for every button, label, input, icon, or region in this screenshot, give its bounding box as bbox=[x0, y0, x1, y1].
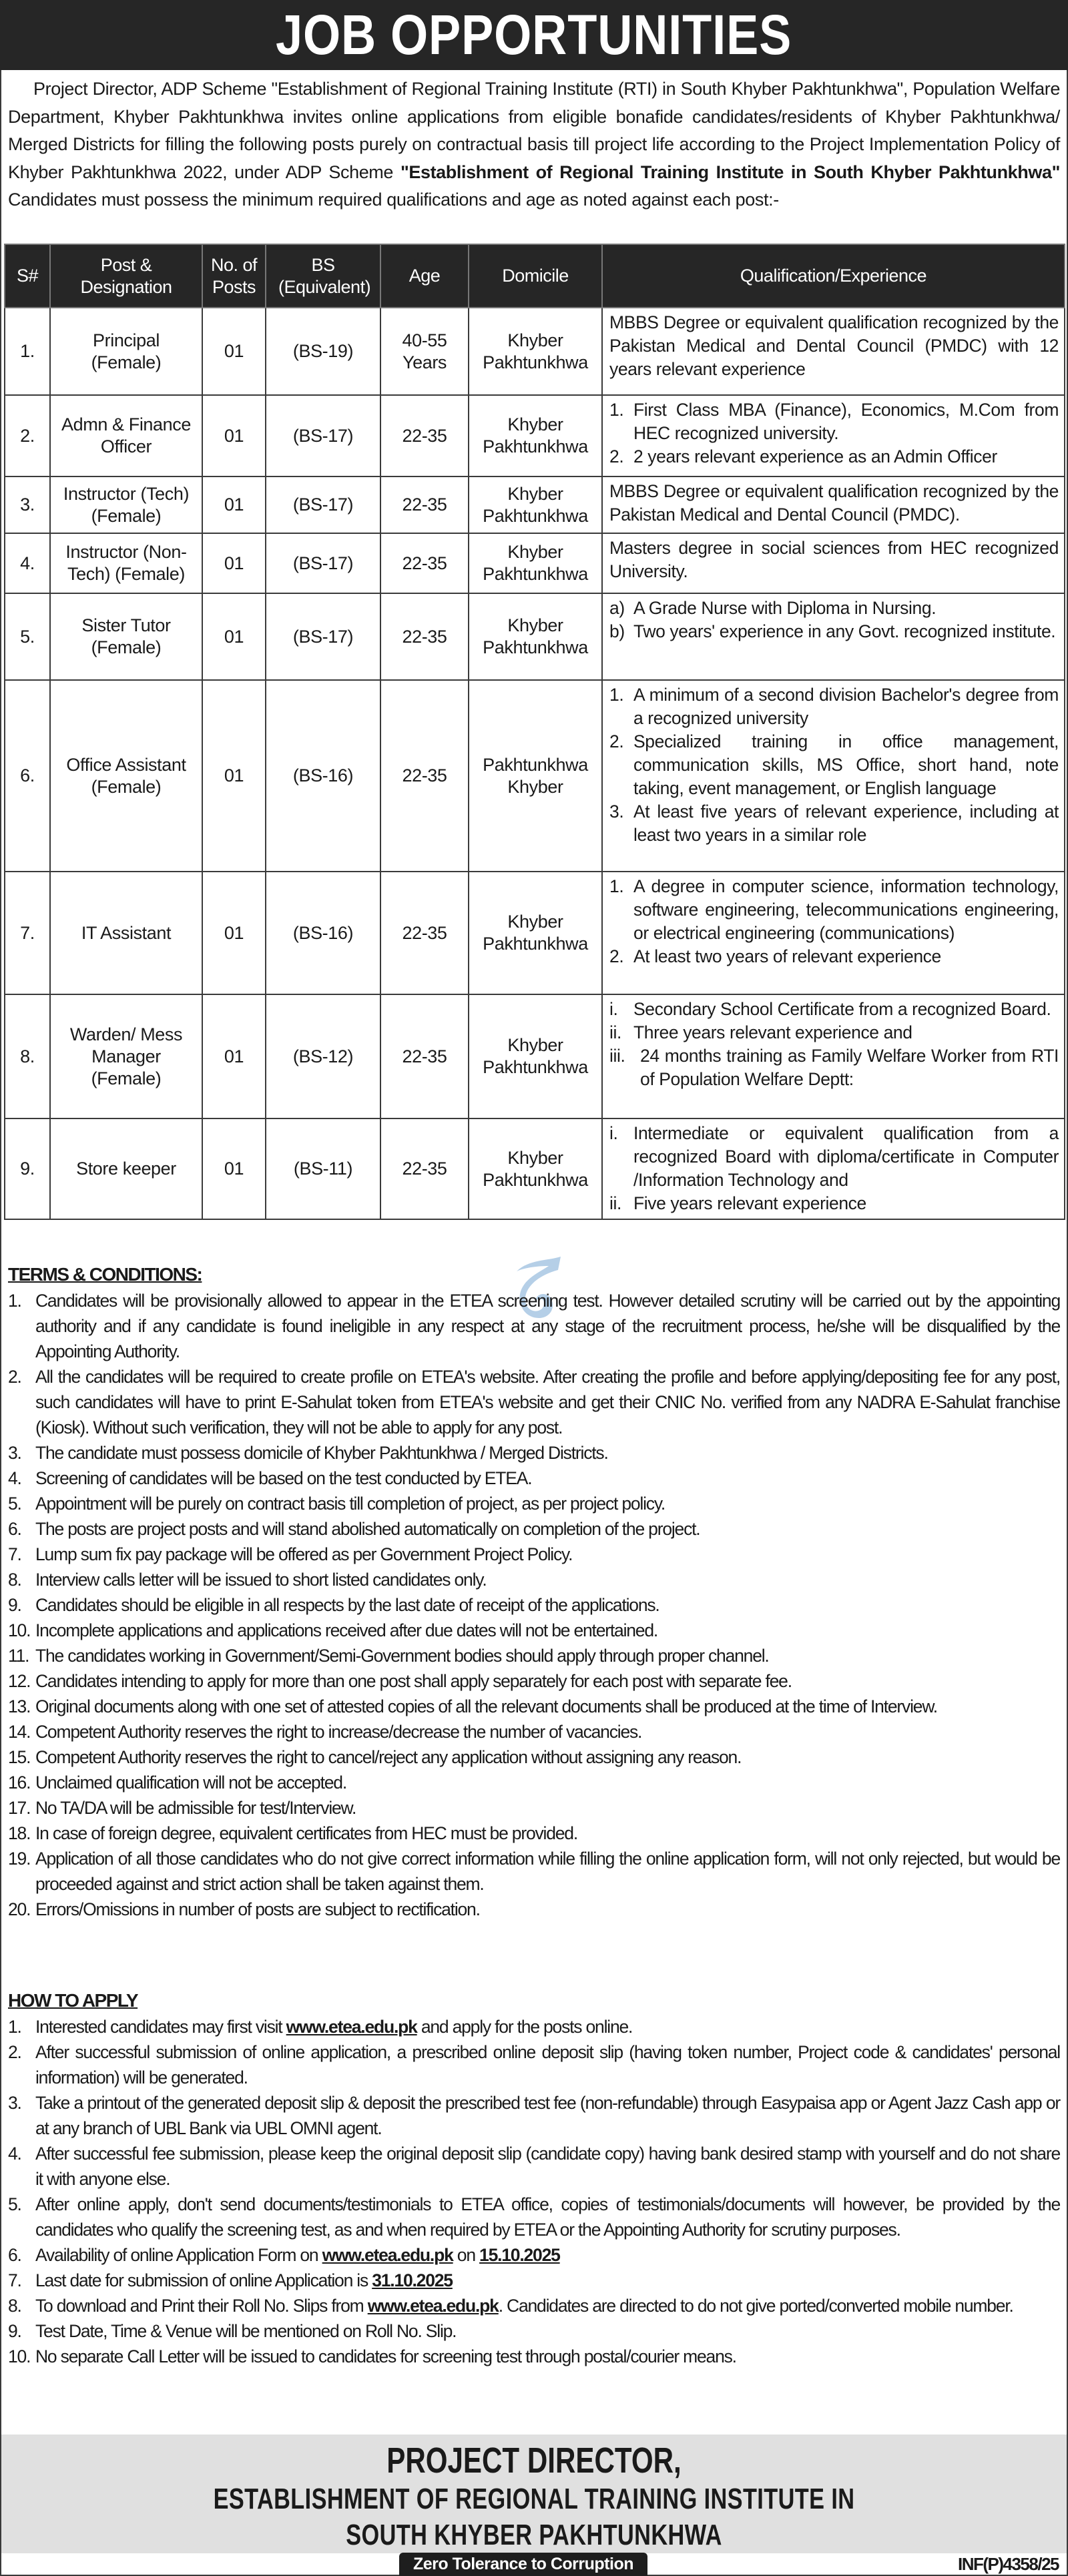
qualification-item-text: At least two years of relevant experience bbox=[633, 946, 941, 966]
term-item bbox=[8, 1795, 1060, 1821]
term-text: Candidates should be eligible in all respects by the last date of receipt of the applications. bbox=[35, 1595, 659, 1615]
qualification-marker: 1. bbox=[609, 876, 624, 896]
qualification-item bbox=[609, 398, 1059, 445]
term-item bbox=[8, 1592, 1060, 1618]
qualification-marker: 2. bbox=[609, 446, 624, 466]
cell-post: Sister Tutor (Female) bbox=[50, 593, 202, 680]
qualification-marker: i. bbox=[609, 1123, 618, 1143]
qualification-item-text: Intermediate or equivalent qualification from a recognized Board with diploma/certificate in Computer /Information Technology and bbox=[633, 1123, 1059, 1190]
qualification-item-text: At least five years of relevant experience, including at least two years in a similar role bbox=[633, 801, 1059, 845]
cell-age: 22-35 bbox=[380, 593, 469, 680]
cell-qualification bbox=[602, 872, 1065, 994]
intro-text-start: Project Director, ADP Scheme "Establishment of Regional Training Institute (RTI) in South Khyber Pakhtunkhwa", Population Welfare Department, Khyber Pakhtunkhwa invites online applications from eligible bonafide candidates/residents of Khyber Pakhtunkhwa/ Merged Districts for filling the following posts purely on contractual basis till project life according to the Project Implementation Policy of Khyber Pakhtunkhwa 2022, under ADP Scheme bbox=[8, 79, 1060, 182]
cell-sno: 9. bbox=[5, 1118, 50, 1219]
table-row bbox=[5, 1118, 1065, 1219]
cell-qualification bbox=[602, 994, 1065, 1118]
apply-step-text bbox=[35, 2344, 1060, 2369]
qualification-item bbox=[609, 800, 1059, 847]
apply-step-text-part: Interested candidates may first visit bbox=[35, 2017, 286, 2037]
term-text: Interview calls letter will be issued to short listed candidates only. bbox=[35, 1570, 487, 1590]
term-item bbox=[8, 1440, 1060, 1466]
term-number: 11. bbox=[8, 1646, 29, 1666]
cell-post: Admn & Finance Officer bbox=[50, 395, 202, 476]
cell-age: 22-35 bbox=[380, 1118, 469, 1219]
apply-step-text-part: No separate Call Letter will be issued to candidates for screening test through postal/courier means. bbox=[35, 2346, 736, 2366]
term-number: 14. bbox=[8, 1722, 31, 1742]
qualification-item-text: A degree in computer science, information technology, software engineering, telecommunications engineering, or electrical engineering (communications) bbox=[633, 876, 1059, 943]
apply-step-text bbox=[35, 2242, 1060, 2268]
cell-bs: (BS-17) bbox=[266, 476, 380, 533]
cell-posts: 01 bbox=[202, 872, 266, 994]
term-number: 19. bbox=[8, 1849, 31, 1869]
cell-domicile: Khyber Pakhtunkhwa bbox=[469, 395, 602, 476]
table-row bbox=[5, 680, 1065, 872]
table-row bbox=[5, 872, 1065, 994]
apply-step bbox=[8, 2344, 1060, 2369]
intro-scheme-name: "Establishment of Regional Training Institute in South Khyber Pakhtunkhwa" bbox=[400, 162, 1060, 182]
apply-step-text bbox=[35, 2141, 1060, 2192]
cell-sno: 3. bbox=[5, 476, 50, 533]
apply-step-number: 8. bbox=[8, 2296, 21, 2316]
apply-step-text-part: To download and Print their Roll No. Slips from bbox=[35, 2296, 368, 2316]
how-to-apply-heading: HOW TO APPLY bbox=[8, 1990, 138, 2011]
apply-step-text-part: Test Date, Time & Venue will be mentioned on Roll No. Slip. bbox=[35, 2321, 457, 2341]
cell-posts: 01 bbox=[202, 476, 266, 533]
apply-date: 31.10.2025 bbox=[372, 2270, 453, 2290]
cell-domicile: Khyber Pakhtunkhwa bbox=[469, 994, 602, 1118]
term-number: 15. bbox=[8, 1747, 31, 1767]
term-text: Lump sum fix pay package will be offered as per Government Project Policy. bbox=[35, 1544, 573, 1564]
table-row bbox=[5, 994, 1065, 1118]
term-text: Application of all those candidates who do not give correct information while filling the online application form, will not only rejected, but would be proceeded against and strict action shall be taken against them. bbox=[35, 1849, 1060, 1894]
col-header-sno: S# bbox=[5, 244, 50, 308]
apply-step-text-part: After online apply, don't send documents/testimonials to ETEA office, copies of testimonials/documents will however, be provided by the candidates who qualify the screening test, as and when required by ETEA or the Appointing Authority for scrutiny purposes. bbox=[35, 2194, 1060, 2240]
cell-age: 22-35 bbox=[380, 395, 469, 476]
apply-step bbox=[8, 2192, 1060, 2242]
jobs-table bbox=[4, 244, 1065, 1220]
apply-step-text bbox=[35, 2090, 1060, 2141]
term-item bbox=[8, 1897, 1060, 1922]
cell-qualification bbox=[602, 680, 1065, 872]
term-item bbox=[8, 1668, 1060, 1694]
signature-block bbox=[1, 2435, 1067, 2553]
qualification-item bbox=[609, 597, 1059, 620]
apply-step-number: 10. bbox=[8, 2346, 31, 2366]
table-row bbox=[5, 476, 1065, 533]
cell-sno: 5. bbox=[5, 593, 50, 680]
term-text: The candidates working in Government/Semi-Government bodies should apply through proper channel. bbox=[35, 1646, 769, 1666]
col-header-post: Post & Designation bbox=[50, 244, 202, 308]
apply-step bbox=[8, 2141, 1060, 2192]
term-text: All the candidates will be required to create profile on ETEA's website. After creating the profile and before applying/depositing fee for any post, such candidates will have to print E-Sahulat token from ETEA's website and get their CNIC No. verified from any NADRA E-Sahulat franchise (Kiosk). Without such verification, they will not be able to apply for any post. bbox=[35, 1367, 1060, 1437]
qualification-list bbox=[609, 398, 1059, 468]
cell-qualification bbox=[602, 308, 1065, 395]
apply-step-text bbox=[35, 2318, 1060, 2344]
cell-domicile: Pakhtunkhwa Khyber bbox=[469, 680, 602, 872]
col-header-bs: BS (Equivalent) bbox=[266, 244, 380, 308]
apply-step-text-part: . Candidates are directed to do not give ported/converted mobile number. bbox=[498, 2296, 1013, 2316]
cell-bs: (BS-16) bbox=[266, 872, 380, 994]
apply-step-text bbox=[35, 2039, 1060, 2090]
apply-date: 15.10.2025 bbox=[479, 2245, 560, 2265]
cell-posts: 01 bbox=[202, 533, 266, 593]
qualification-item bbox=[609, 683, 1059, 730]
apply-step-number: 2. bbox=[8, 2042, 21, 2062]
qualification-item-text: Secondary School Certificate from a recognized Board. bbox=[633, 999, 1051, 1019]
term-item bbox=[8, 1567, 1060, 1592]
term-item bbox=[8, 1643, 1060, 1668]
apply-step-text-part: Take a printout of the generated deposit slip & deposit the prescribed test fee (non-refundable) through Easypaisa app or Agent Jazz Cash app or at any branch of UBL Bank via UBL OMNI agent. bbox=[35, 2093, 1060, 2138]
terms-list bbox=[8, 1288, 1060, 1922]
col-header-age: Age bbox=[380, 244, 469, 308]
table-row bbox=[5, 593, 1065, 680]
table-row bbox=[5, 533, 1065, 593]
etea-website-link[interactable]: www.etea.edu.pk bbox=[367, 2296, 499, 2316]
term-text: No TA/DA will be admissible for test/Interview. bbox=[35, 1798, 356, 1818]
cell-age: 40-55 Years bbox=[380, 308, 469, 395]
term-item bbox=[8, 1542, 1060, 1567]
cell-posts: 01 bbox=[202, 395, 266, 476]
cell-age: 22-35 bbox=[380, 872, 469, 994]
qualification-list bbox=[609, 597, 1059, 643]
term-number: 1. bbox=[8, 1291, 21, 1311]
apply-step bbox=[8, 2268, 1060, 2293]
apply-step bbox=[8, 2242, 1060, 2268]
term-number: 20. bbox=[8, 1899, 31, 1919]
cell-qualification bbox=[602, 1118, 1065, 1219]
qualification-item bbox=[609, 998, 1059, 1021]
apply-step-number: 3. bbox=[8, 2093, 21, 2113]
apply-step-number: 9. bbox=[8, 2321, 21, 2341]
qualification-item-text: Three years relevant experience and bbox=[633, 1022, 912, 1042]
qualification-marker: ii. bbox=[609, 1022, 621, 1042]
cell-sno: 4. bbox=[5, 533, 50, 593]
term-text: The candidate must possess domicile of Khyber Pakhtunkhwa / Merged Districts. bbox=[35, 1443, 608, 1463]
term-number: 17. bbox=[8, 1798, 31, 1818]
page-title: JOB OPPORTUNITIES bbox=[276, 3, 792, 66]
advert-reference: INF(P)4358/25 bbox=[957, 2554, 1059, 2574]
cell-posts: 01 bbox=[202, 1118, 266, 1219]
terms-section bbox=[8, 1261, 1060, 1922]
qualification-item bbox=[609, 1192, 1059, 1215]
apply-step-number: 5. bbox=[8, 2194, 21, 2214]
term-text: Candidates intending to apply for more than one post shall apply separately for each post with separate fee. bbox=[35, 1671, 792, 1691]
cell-posts: 01 bbox=[202, 994, 266, 1118]
term-text: Competent Authority reserves the right to increase/decrease the number of vacancies. bbox=[35, 1722, 642, 1742]
term-item bbox=[8, 1491, 1060, 1516]
apply-step-number: 7. bbox=[8, 2270, 21, 2290]
col-header-domicile: Domicile bbox=[469, 244, 602, 308]
cell-post: IT Assistant bbox=[50, 872, 202, 994]
qualification-list bbox=[609, 875, 1059, 968]
col-header-posts: No. of Posts bbox=[202, 244, 266, 308]
how-to-apply-list bbox=[8, 2014, 1060, 2369]
footer-region: SOUTH KHYBER PAKHTUNKHWA bbox=[346, 2519, 722, 2551]
term-number: 7. bbox=[8, 1544, 21, 1564]
cell-sno: 7. bbox=[5, 872, 50, 994]
cell-sno: 2. bbox=[5, 395, 50, 476]
qualification-text: MBBS Degree or equivalent qualification recognized by the Pakistan Medical and Dental Council (PMDC). bbox=[609, 481, 1059, 525]
apply-step bbox=[8, 2039, 1060, 2090]
qualification-item bbox=[609, 945, 1059, 968]
apply-step-number: 1. bbox=[8, 2017, 21, 2037]
cell-sno: 1. bbox=[5, 308, 50, 395]
cell-domicile: Khyber Pakhtunkhwa bbox=[469, 593, 602, 680]
term-item bbox=[8, 1364, 1060, 1440]
title-banner bbox=[0, 0, 1068, 70]
term-text: Incomplete applications and applications received after due dates will not be entertained. bbox=[35, 1620, 658, 1640]
terms-heading: TERMS & CONDITIONS: bbox=[8, 1264, 202, 1285]
intro-text-end: Candidates must possess the minimum required qualifications and age as noted against each post:- bbox=[8, 190, 779, 210]
term-number: 13. bbox=[8, 1696, 31, 1716]
qualification-item-text: A minimum of a second division Bachelor's degree from a recognized university bbox=[633, 685, 1059, 728]
apply-step-text-part: on bbox=[453, 2245, 480, 2265]
etea-website-link[interactable]: www.etea.edu.pk bbox=[286, 2017, 417, 2037]
qualification-item-text: 24 months training as Family Welfare Worker from RTI of Population Welfare Deptt: bbox=[640, 1046, 1059, 1089]
cell-age: 22-35 bbox=[380, 680, 469, 872]
cell-sno: 8. bbox=[5, 994, 50, 1118]
qualification-marker: i. bbox=[609, 999, 618, 1019]
cell-bs: (BS-12) bbox=[266, 994, 380, 1118]
cell-post: Principal (Female) bbox=[50, 308, 202, 395]
apply-step-number: 6. bbox=[8, 2245, 21, 2265]
how-to-apply-section bbox=[8, 1987, 1060, 2369]
term-text: Screening of candidates will be based on the test conducted by ETEA. bbox=[35, 1468, 532, 1488]
term-item bbox=[8, 1694, 1060, 1719]
qualification-marker: 2. bbox=[609, 946, 624, 966]
apply-step-text-part: Availability of online Application Form on bbox=[35, 2245, 322, 2265]
qualification-item bbox=[609, 1122, 1059, 1192]
qualification-item bbox=[609, 445, 1059, 468]
term-number: 8. bbox=[8, 1570, 21, 1590]
qualification-marker: iii. bbox=[609, 1046, 625, 1066]
qualification-list bbox=[609, 1122, 1059, 1215]
cell-post: Instructor (Tech) (Female) bbox=[50, 476, 202, 533]
apply-step-text-part: After successful fee submission, please keep the original deposit slip (candidate copy) having bank desired stamp with yourself and do not share it with anyone else. bbox=[35, 2144, 1060, 2189]
cell-qualification bbox=[602, 395, 1065, 476]
qualification-item-text: First Class MBA (Finance), Economics, M.Com from HEC recognized university. bbox=[633, 400, 1059, 443]
term-number: 3. bbox=[8, 1443, 21, 1463]
apply-step bbox=[8, 2090, 1060, 2141]
cell-post: Instructor (Non-Tech) (Female) bbox=[50, 533, 202, 593]
qualification-text: Masters degree in social sciences from HEC recognized University. bbox=[609, 538, 1059, 581]
term-number: 6. bbox=[8, 1519, 21, 1539]
term-number: 9. bbox=[8, 1595, 21, 1615]
cell-qualification bbox=[602, 533, 1065, 593]
qualification-item-text: Five years relevant experience bbox=[633, 1193, 866, 1213]
term-number: 5. bbox=[8, 1494, 21, 1514]
term-text: In case of foreign degree, equivalent certificates from HEC must be provided. bbox=[35, 1823, 578, 1843]
term-text: Errors/Omissions in number of posts are subject to rectification. bbox=[35, 1899, 480, 1919]
term-number: 18. bbox=[8, 1823, 31, 1843]
term-item bbox=[8, 1744, 1060, 1770]
footer-establishment: ESTABLISHMENT OF REGIONAL TRAINING INSTITUTE IN bbox=[213, 2483, 855, 2515]
apply-step-text-part: and apply for the posts online. bbox=[417, 2017, 633, 2037]
apply-step-text-part: Last date for submission of online Application is bbox=[35, 2270, 372, 2290]
table-header-row bbox=[5, 244, 1065, 308]
term-text: Original documents along with one set of attested copies of all the relevant documents shall be produced at the time of Interview. bbox=[35, 1696, 937, 1716]
cell-posts: 01 bbox=[202, 680, 266, 872]
qualification-item bbox=[609, 730, 1059, 800]
apply-step-number: 4. bbox=[8, 2144, 21, 2164]
footer-project-director: PROJECT DIRECTOR, bbox=[386, 2441, 682, 2481]
qualification-marker: 1. bbox=[609, 685, 624, 705]
cell-bs: (BS-17) bbox=[266, 593, 380, 680]
cell-bs: (BS-17) bbox=[266, 395, 380, 476]
cell-sno: 6. bbox=[5, 680, 50, 872]
qualification-marker: 3. bbox=[609, 801, 624, 822]
qualification-item bbox=[609, 1044, 1059, 1091]
cell-age: 22-35 bbox=[380, 476, 469, 533]
cell-bs: (BS-11) bbox=[266, 1118, 380, 1219]
cell-domicile: Khyber Pakhtunkhwa bbox=[469, 308, 602, 395]
term-number: 10. bbox=[8, 1620, 31, 1640]
cell-posts: 01 bbox=[202, 593, 266, 680]
qualification-item-text: Two years' experience in any Govt. recognized institute. bbox=[633, 621, 1056, 641]
term-number: 12. bbox=[8, 1671, 31, 1691]
apply-step-text bbox=[35, 2268, 1060, 2293]
term-text: Candidates will be provisionally allowed to appear in the ETEA screening test. However detailed scrutiny will be carried out by the appointing authority and if any candidate is found ineligible in any respect at any stage of the recruitment process, he/she will be disqualified by the Appointing Authority. bbox=[35, 1291, 1060, 1361]
cell-post: Office Assistant (Female) bbox=[50, 680, 202, 872]
cell-age: 22-35 bbox=[380, 533, 469, 593]
term-item bbox=[8, 1618, 1060, 1643]
term-item bbox=[8, 1846, 1060, 1897]
table-row bbox=[5, 308, 1065, 395]
term-text: Appointment will be purely on contract basis till completion of project, as per project policy. bbox=[35, 1494, 665, 1514]
term-text: Competent Authority reserves the right to cancel/reject any application without assigning any reason. bbox=[35, 1747, 742, 1767]
apply-step bbox=[8, 2318, 1060, 2344]
term-number: 2. bbox=[8, 1367, 21, 1387]
apply-step-text bbox=[35, 2293, 1060, 2318]
zero-tolerance-badge: Zero Tolerance to Corruption bbox=[399, 2553, 647, 2576]
qualification-text: MBBS Degree or equivalent qualification recognized by the Pakistan Medical and Dental Council (PMDC) with 12 years relevant experience bbox=[609, 312, 1059, 379]
qualification-item bbox=[609, 620, 1059, 643]
cell-domicile: Khyber Pakhtunkhwa bbox=[469, 533, 602, 593]
qualification-item-text: 2 years relevant experience as an Admin Officer bbox=[633, 446, 997, 466]
term-number: 16. bbox=[8, 1773, 31, 1793]
cell-posts: 01 bbox=[202, 308, 266, 395]
qualification-item-text: Specialized training in office management, communication skills, MS Office, short hand, note taking, event management, or English language bbox=[633, 731, 1059, 798]
term-text: Unclaimed qualification will not be accepted. bbox=[35, 1773, 346, 1793]
qualification-item-text: A Grade Nurse with Diploma in Nursing. bbox=[633, 598, 937, 618]
term-text: The posts are project posts and will stand abolished automatically on completion of the project. bbox=[35, 1519, 700, 1539]
qualification-marker: 2. bbox=[609, 731, 624, 751]
qualification-item bbox=[609, 1021, 1059, 1044]
apply-step bbox=[8, 2014, 1060, 2039]
intro-paragraph bbox=[8, 75, 1060, 214]
cell-qualification bbox=[602, 476, 1065, 533]
table-row bbox=[5, 395, 1065, 476]
qualification-marker: a) bbox=[609, 598, 625, 618]
term-item bbox=[8, 1466, 1060, 1491]
qualification-item bbox=[609, 875, 1059, 945]
cell-bs: (BS-16) bbox=[266, 680, 380, 872]
cell-domicile: Khyber Pakhtunkhwa bbox=[469, 1118, 602, 1219]
cell-domicile: Khyber Pakhtunkhwa bbox=[469, 476, 602, 533]
cell-age: 22-35 bbox=[380, 994, 469, 1118]
term-item bbox=[8, 1288, 1060, 1364]
term-item bbox=[8, 1719, 1060, 1744]
etea-website-link[interactable]: www.etea.edu.pk bbox=[322, 2245, 453, 2265]
qualification-list bbox=[609, 998, 1059, 1091]
cell-domicile: Khyber Pakhtunkhwa bbox=[469, 872, 602, 994]
cell-bs: (BS-19) bbox=[266, 308, 380, 395]
term-item bbox=[8, 1516, 1060, 1542]
apply-step-text bbox=[35, 2192, 1060, 2242]
cell-qualification bbox=[602, 593, 1065, 680]
qualification-marker: 1. bbox=[609, 400, 624, 420]
qualification-marker: ii. bbox=[609, 1193, 621, 1213]
term-number: 4. bbox=[8, 1468, 21, 1488]
qualification-list bbox=[609, 683, 1059, 847]
apply-step-text-part: After successful submission of online application, a prescribed online deposit slip (having token number, Project code & candidates' personal information) will be generated. bbox=[35, 2042, 1060, 2087]
apply-step-text bbox=[35, 2014, 1060, 2039]
qualification-marker: b) bbox=[609, 621, 625, 641]
cell-post: Warden/ Mess Manager (Female) bbox=[50, 994, 202, 1118]
term-item bbox=[8, 1770, 1060, 1795]
cell-bs: (BS-17) bbox=[266, 533, 380, 593]
apply-step bbox=[8, 2293, 1060, 2318]
term-item bbox=[8, 1821, 1060, 1846]
col-header-qualification: Qualification/Experience bbox=[602, 244, 1065, 308]
cell-post: Store keeper bbox=[50, 1118, 202, 1219]
